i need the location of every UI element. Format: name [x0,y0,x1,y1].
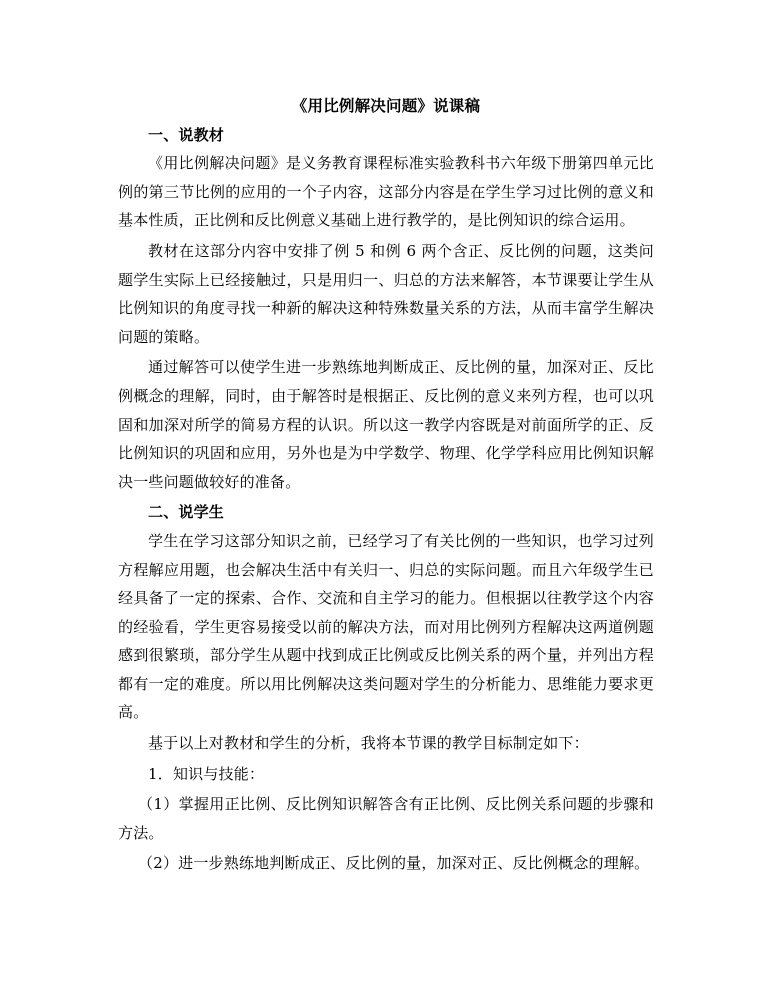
paragraph: 学生在学习这部分知识之前，已经学习了有关比例的一些知识，也学习过列方程解应用题，也会解决生活中有关归一、归总的实际问题。而且六年级学生已经具备了一定的探索、合作、交流和自主学习的能力。但根据以往教学这个内容的经验看，学生更容易接受以前的解决方法，而对用比例列方程解决这两道例题感到很繁琐，部分学生从题中找到成正比例或反比例关系的两个量，并列出方程都有一定的难度。所以用比例解决这类问题对学生的分析能力、思维能力要求更高。 [118,531,654,722]
paragraph: 《用比例解决问题》是义务教育课程标准实验教科书六年级下册第四单元比例的第三节比例的应用的一个子内容，这部分内容是在学生学习过比例的意义和基本性质，正比例和反比例意义基础上进行教学的，是比例知识的综合运用。 [118,154,654,230]
goal-heading: 1．知识与技能： [148,764,265,783]
document-body [118,92,654,878]
paragraph: 通过解答可以使学生进一步熟练地判断成正、反比例的量，加深对正、反比例概念的理解，同时，由于解答时是根据正、反比例的意义来列方程，也可以巩固和加深对所学的简易方程的认识。所以这一教学内容既是对前面所学的正、反比例知识的巩固和应用，另外也是为中学数学、物理、化学学科应用比例知识解决一些问题做较好的准备。 [118,358,654,491]
goal-item: （1）掌握用正比例、反比例知识解答含有正比例、反比例关系问题的步骤和方法。 [118,795,654,842]
section-heading-students: 二、说学生 [148,503,225,522]
goal-item: （2）进一步熟练地判断成正、反比例的量，加深对正、反比例概念的理解。 [138,854,650,873]
paragraph: 教材在这部分内容中安排了例 5 和例 6 两个含正、反比例的问题，这类问题学生实际上已经接触过，只是用归一、归总的方法来解答，本节课要让学生从比例知识的角度寻找一种新的解决这种特殊数量关系的方法，从而丰富学生解决问题的策略。 [118,241,654,346]
paragraph: 基于以上对教材和学生的分析，我将本节课的教学目标制定如下： [148,734,589,753]
section-heading-textbook: 一、说教材 [148,125,225,144]
document-title: 《用比例解决问题》说课稿 [291,96,481,115]
